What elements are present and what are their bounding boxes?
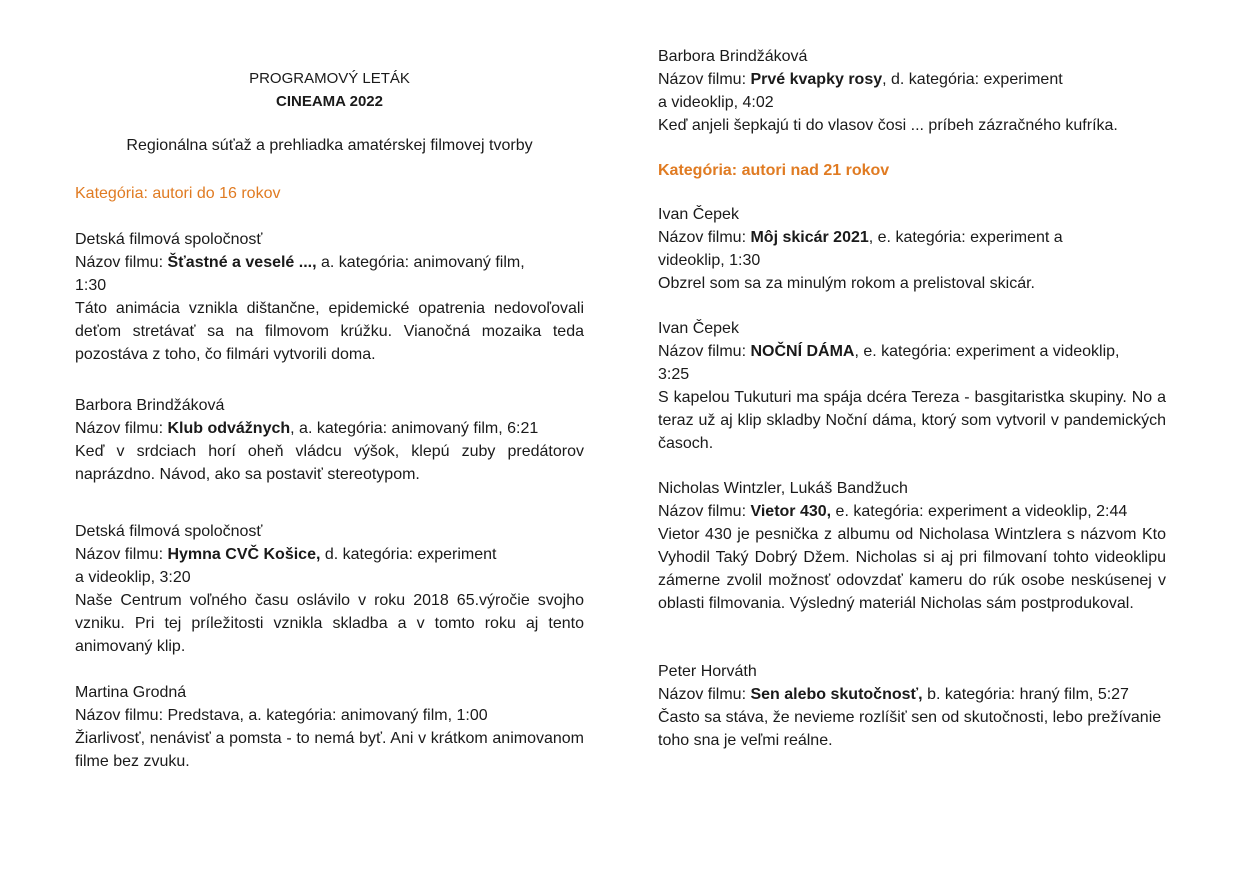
film-meta: , e. kategória: experiment a videoklip, <box>854 343 1120 360</box>
film-entry <box>75 681 584 773</box>
film-title: NOČNÍ DÁMA <box>750 343 855 360</box>
film-entry <box>75 520 584 658</box>
film-title-line <box>658 340 1166 363</box>
film-title: Sen alebo skutočnosť, <box>750 686 923 703</box>
film-description: Obzrel som sa za minulým rokom a prelistoval skicár. <box>658 275 1035 292</box>
film-label: Názov filmu: <box>75 420 168 437</box>
film-meta-cont: videoklip, 1:30 <box>658 252 761 269</box>
film-author: Barbora Brindžáková <box>75 397 225 414</box>
category-heading-over-21: Kategória: autori nad 21 rokov <box>658 162 890 179</box>
film-meta: a. kategória: animovaný film, <box>316 254 525 271</box>
film-author: Detská filmová spoločnosť <box>75 523 263 540</box>
document-subtitle: CINEAMA 2022 <box>276 93 383 110</box>
film-label: Názov filmu: <box>658 71 751 88</box>
film-entry <box>75 394 584 486</box>
film-meta: , a. kategória: animovaný film, 6:21 <box>290 420 539 437</box>
film-author: Nicholas Wintzler, Lukáš Bandžuch <box>658 480 908 497</box>
film-author: Peter Horváth <box>658 663 757 680</box>
film-author: Barbora Brindžáková <box>658 48 808 65</box>
film-title-line <box>658 683 1166 706</box>
film-entry <box>658 317 1166 455</box>
film-title: Klub odvážnych <box>167 420 291 437</box>
film-title-line <box>658 226 1166 249</box>
film-description: Keď anjeli šepkajú ti do vlasov čosi ... príbeh zázračného kufríka. <box>658 117 1118 134</box>
film-description: Vietor 430 je pesnička z albumu od Nicholasa Wintzlera s názvom Kto Vyhodil Taký Dobrý Džem. Nicholas si aj pri filmovaní tohto videoklipu zámerne zvolil možnosť odovzdať kameru do rúk osobe neskúsenej v oblasti filmovania. Výsledný materiál Nicholas sám postprodukoval. <box>658 526 1166 612</box>
document-header <box>75 67 584 113</box>
film-title: Hymna CVČ Košice, <box>167 546 321 563</box>
film-description: S kapelou Tukuturi ma spája dcéra Tereza - basgitaristka skupiny. No a teraz už aj klip skladby Noční dáma, ktorý som vytvoril v pandemických časoch. <box>658 389 1166 452</box>
document-title: PROGRAMOVÝ LETÁK <box>249 70 410 87</box>
film-title: Šťastné a veselé ..., <box>167 254 317 271</box>
film-meta: b. kategória: hraný film, 5:27 <box>922 686 1129 703</box>
film-meta-cont: a videoklip, 4:02 <box>658 94 774 111</box>
film-title-line <box>75 251 584 274</box>
film-title-line <box>75 417 584 440</box>
film-label: Názov filmu: <box>658 229 751 246</box>
category-heading-under-16: Kategória: autori do 16 rokov <box>75 185 281 202</box>
film-description: Často sa stáva, že nevieme rozlíšiť sen od skutočnosti, lebo prežívanie toho sna je veľmi reálne. <box>658 709 1162 749</box>
film-label: Názov filmu: <box>75 254 168 271</box>
film-meta-cont: a videoklip, 3:20 <box>75 569 191 586</box>
film-meta: d. kategória: experiment <box>320 546 497 563</box>
film-description: Keď v srdciach horí oheň vládcu výšok, klepú zuby predátorov naprázdno. Návod, ako sa postaviť stereotypom. <box>75 443 584 483</box>
film-author: Ivan Čepek <box>658 320 739 337</box>
film-description: Táto animácia vznikla dištančne, epidemické opatrenia nedovoľovali deťom stretávať sa na filmovom krúžku. Vianočná mozaika teda pozostáva z toho, čo filmári vytvorili doma. <box>75 300 584 363</box>
film-label: Názov filmu: <box>658 686 751 703</box>
film-meta: , d. kategória: experiment <box>882 71 1063 88</box>
film-entry <box>658 660 1166 752</box>
film-meta-cont: 1:30 <box>75 277 107 294</box>
film-title-line: Názov filmu: Predstava, a. kategória: animovaný film, 1:00 <box>75 707 488 724</box>
film-meta: , e. kategória: experiment a <box>868 229 1063 246</box>
film-title: Vietor 430, <box>750 503 832 520</box>
film-entry <box>658 477 1166 615</box>
film-author: Detská filmová spoločnosť <box>75 231 263 248</box>
film-description: Naše Centrum voľného času oslávilo v roku 2018 65.výročie svojho vzniku. Pri tej príležitosti vznikla skladba a v tomto roku aj tento animovaný klip. <box>75 592 584 655</box>
film-description: Žiarlivosť, nenávisť a pomsta - to nemá byť. Ani v krátkom animovanom filme bez zvuku. <box>75 730 584 770</box>
film-author: Ivan Čepek <box>658 206 739 223</box>
film-title-line <box>658 68 1166 91</box>
film-title-line <box>75 543 584 566</box>
film-label: Názov filmu: <box>658 343 751 360</box>
film-meta: e. kategória: experiment a videoklip, 2:44 <box>831 503 1128 520</box>
film-title-line <box>658 500 1166 523</box>
film-entry <box>75 228 584 366</box>
film-label: Názov filmu: <box>658 503 751 520</box>
film-title: Môj skicár 2021 <box>750 229 869 246</box>
film-meta-cont: 3:25 <box>658 366 690 383</box>
document-tagline: Regionálna súťaž a prehliadka amatérskej filmovej tvorby <box>126 137 533 154</box>
film-title: Prvé kvapky rosy <box>750 71 883 88</box>
film-author: Martina Grodná <box>75 684 187 701</box>
film-label: Názov filmu: <box>75 546 168 563</box>
film-entry <box>658 45 1166 137</box>
film-entry <box>658 203 1166 295</box>
